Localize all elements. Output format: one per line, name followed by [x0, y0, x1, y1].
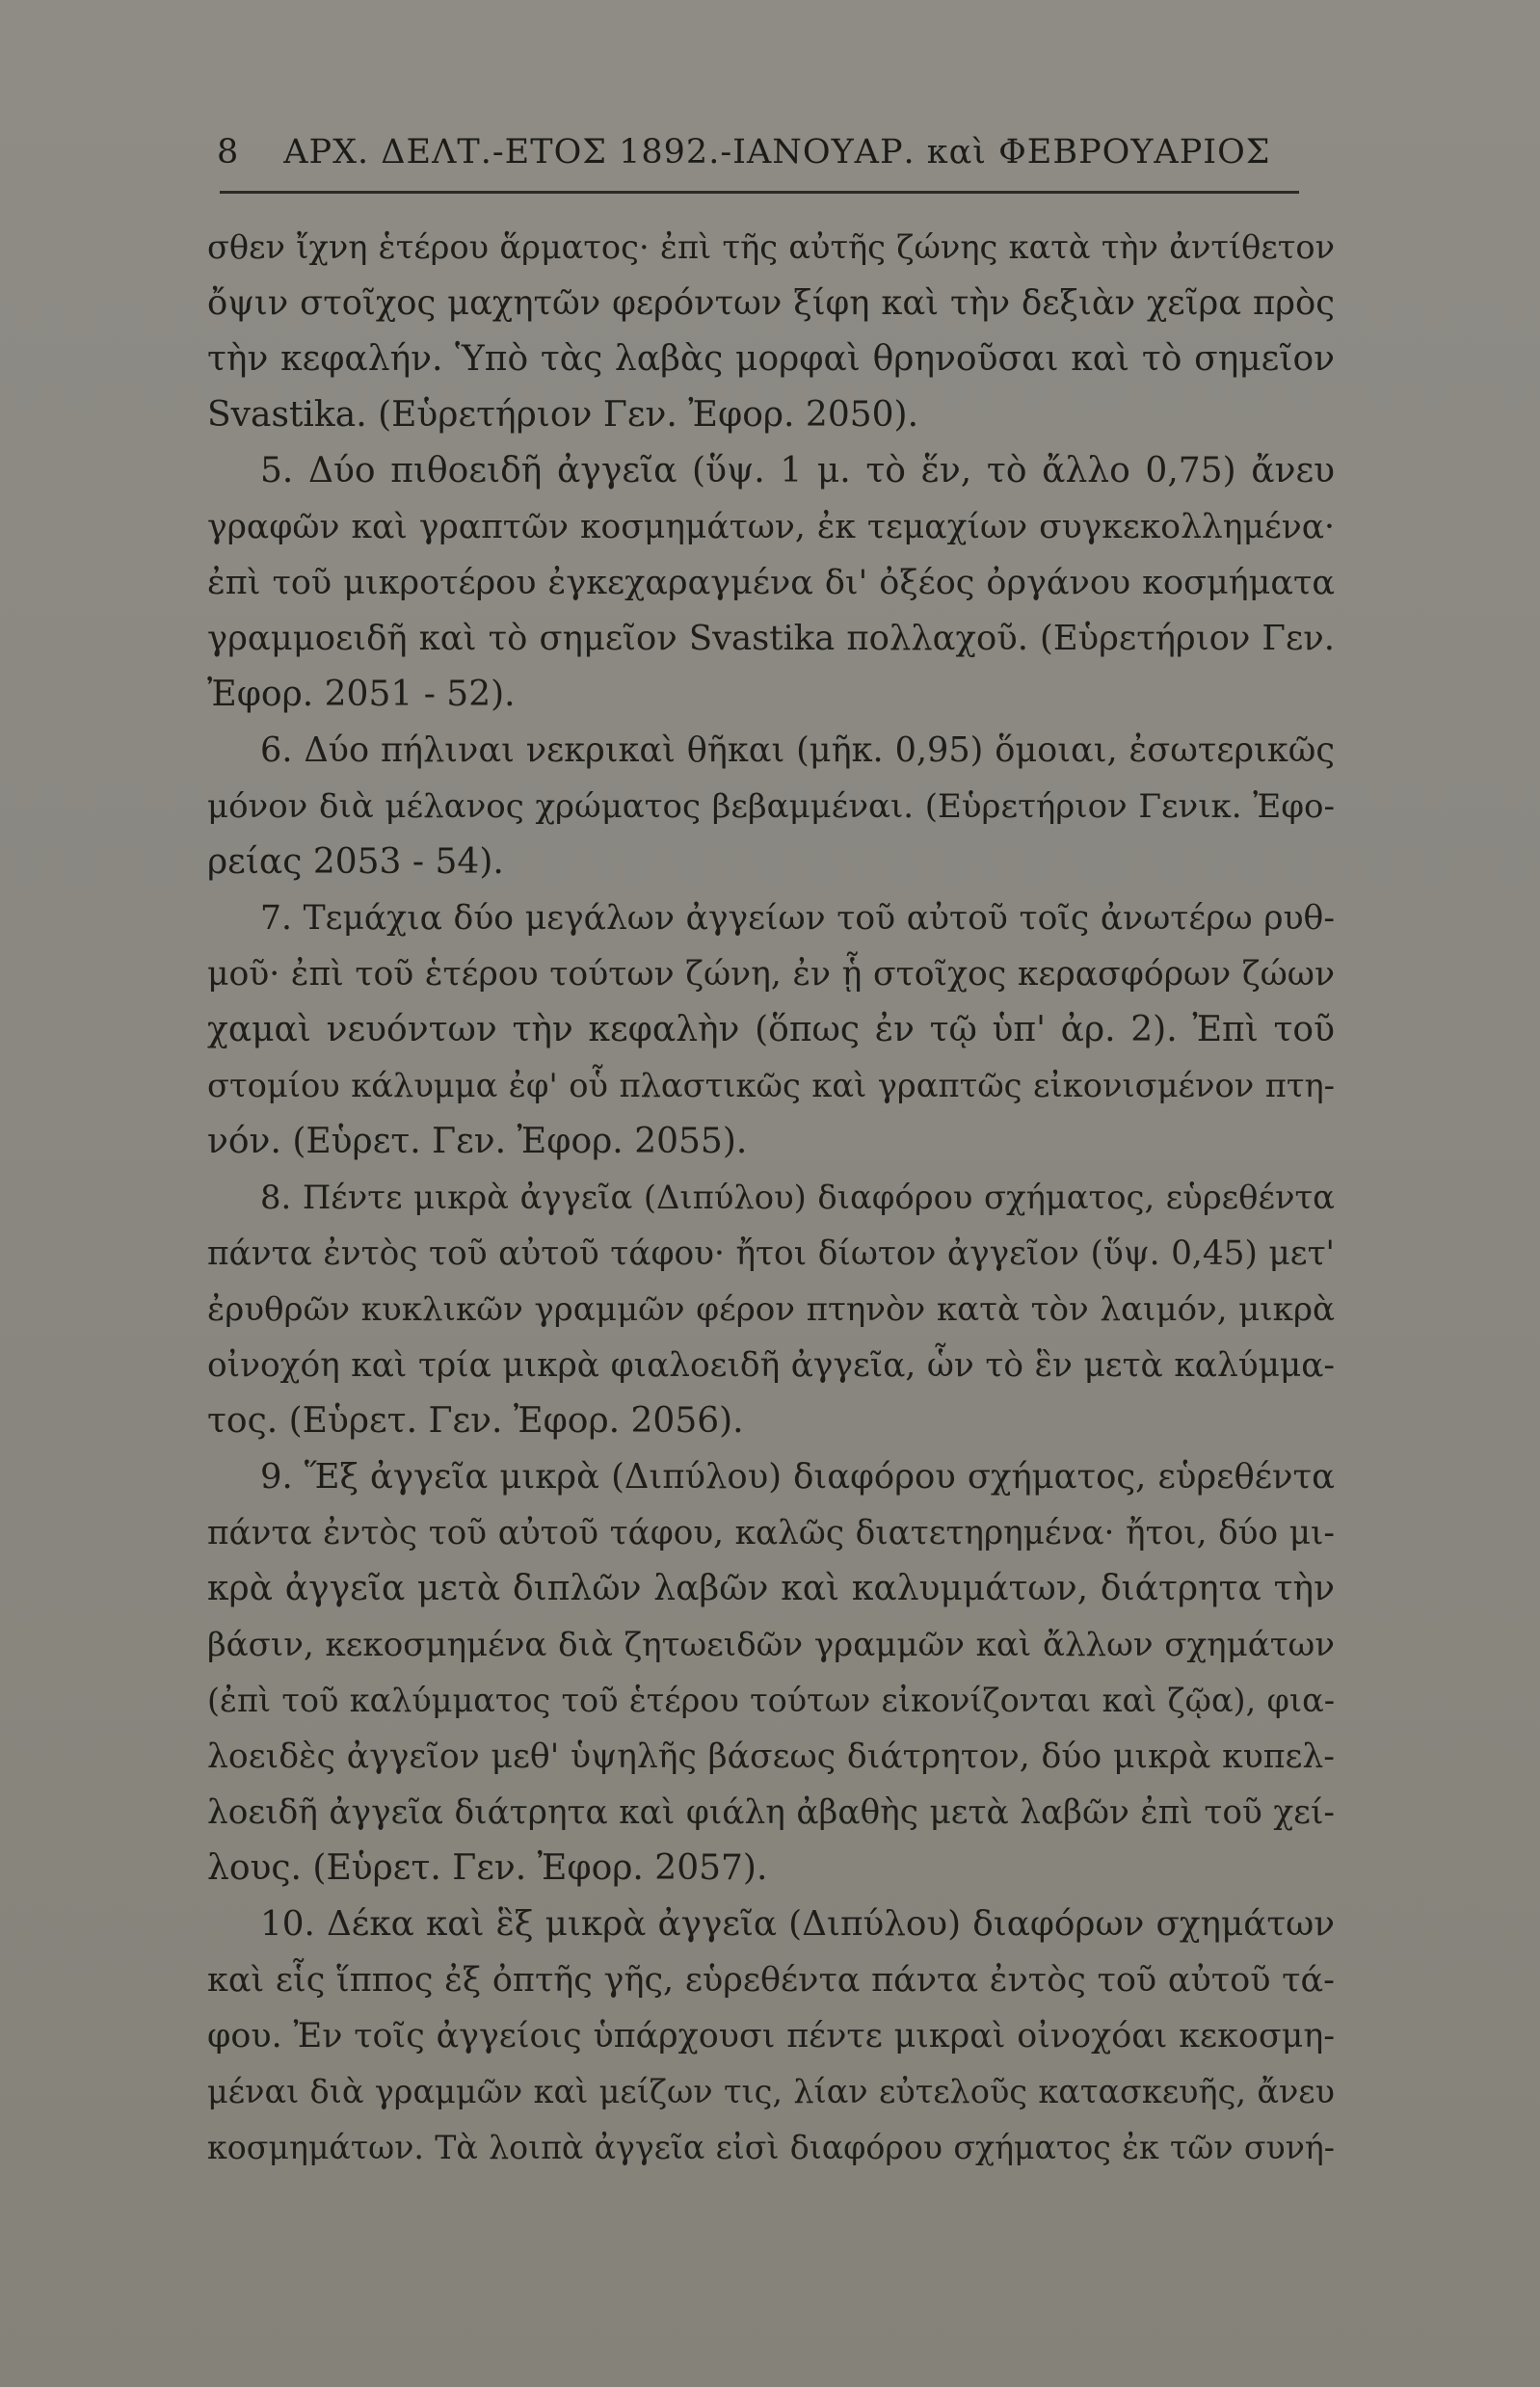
running-title: ΑΡΧ. ΔΕΛΤ.-ΕΤΟΣ 1892.-ΙΑΝΟΥΑΡ. καὶ ΦΕΒΡΟΥΑΡΙΟΣ [283, 133, 1271, 172]
text-line: μόνον διὰ μέλανος χρώματος βεβαμμέναι. (Εὑρετήριον Γενικ. Ἐφο- [207, 787, 1335, 826]
body-text [207, 220, 1335, 2176]
text-line: στομίου κάλυμμα ἐφ' οὗ πλαστικῶς καὶ γραπτῶς εἰκονισμένον πτη- [207, 1067, 1335, 1104]
text-line: τος. (Εὑρετ. Γεν. Ἐφορ. 2056). [207, 1401, 744, 1441]
text-line: 9. Ἕξ ἀγγεῖα μικρὰ (Διπύλου) διαφόρου σχήματος, εὑρεθέντα [260, 1457, 1335, 1497]
text-line: βάσιν, κεκοσμημένα διὰ ζητωειδῶν γραμμῶν καὶ ἄλλων σχημάτων [207, 1626, 1335, 1664]
text-line: χαμαὶ νευόντων τὴν κεφαλὴν (ὅπως ἐν τῷ ὑπ' ἀρ. 2). Ἐπὶ τοῦ [207, 1010, 1335, 1049]
text-line: οἰνοχόη καὶ τρία μικρὰ φιαλοειδῆ ἀγγεῖα, ὧν τὸ ἓν μετὰ καλύμμα- [207, 1346, 1335, 1385]
text-line: πάντα ἐντὸς τοῦ αὐτοῦ τάφου, καλῶς διατετηρημένα· ἤτοι, δύο μι- [207, 1514, 1335, 1552]
text-line: ἐπὶ τοῦ μικροτέρου ἐγκεχαραγμένα δι' ὀξέος ὀργάνου κοσμήματα [207, 564, 1335, 602]
text-line: ὄψιν στοῖχος μαχητῶν φερόντων ξίφη καὶ τὴν δεξιὰν χεῖρα πρὸς [207, 283, 1335, 323]
text-line: 6. Δύο πήλιναι νεκρικαὶ θῆκαι (μῆκ. 0,95) ὅμοιαι, ἐσωτερικῶς [260, 730, 1335, 770]
text-line: λους. (Εὑρετ. Γεν. Ἐφορ. 2057). [207, 1848, 768, 1888]
text-line: σθεν ἴχνη ἑτέρου ἅρματος· ἐπὶ τῆς αὐτῆς ζώνης κατὰ τὴν ἀντίθετον [207, 228, 1335, 266]
text-line: λοειδὲς ἀγγεῖον μεθ' ὑψηλῆς βάσεως διάτρητον, δύο μικρὰ κυπελ- [207, 1737, 1335, 1776]
text-line: νόν. (Εὑρετ. Γεν. Ἐφορ. 2055). [207, 1122, 748, 1161]
text-line: ρείας 2053 - 54). [207, 842, 504, 882]
text-line: καὶ εἷς ἵππος ἐξ ὀπτῆς γῆς, εὑρεθέντα πάντα ἐντὸς τοῦ αὐτοῦ τά- [207, 1961, 1335, 2000]
text-line: 5. Δύο πιθοειδῆ ἀγγεῖα (ὕψ. 1 μ. τὸ ἕν, τὸ ἄλλο 0,75) ἄνευ [260, 451, 1335, 491]
text-line: γραμμοειδῆ καὶ τὸ σημεῖον Svastika πολλαχοῦ. (Εὑρετήριον Γεν. [207, 619, 1335, 658]
text-line: κοσμημάτων. Τὰ λοιπὰ ἀγγεῖα εἰσὶ διαφόρου σχήματος ἐκ τῶν συνή- [207, 2129, 1335, 2166]
text-line: πάντα ἐντὸς τοῦ αὐτοῦ τάφου· ἤτοι δίωτον ἀγγεῖον (ὕψ. 0,45) μετ' [207, 1234, 1335, 1273]
text-line: 8. Πέντε μικρὰ ἀγγεῖα (Διπύλου) διαφόρου σχήματος, εὑρεθέντα [260, 1179, 1335, 1216]
page-number: 8 [217, 133, 240, 172]
text-line: 7. Τεμάχια δύο μεγάλων ἀγγείων τοῦ αὐτοῦ τοῖς ἀνωτέρω ρυθ- [260, 899, 1335, 938]
text-line: (ἐπὶ τοῦ καλύμματος τοῦ ἑτέρου τούτων εἰκονίζονται καὶ ζῷα), φια- [207, 1682, 1335, 1719]
text-line: ἐρυθρῶν κυκλικῶν γραμμῶν φέρον πτηνὸν κατὰ τὸν λαιμόν, μικρὰ [207, 1290, 1335, 1329]
text-line: Svastika. (Εὑρετήριον Γεν. Ἐφορ. 2050). [207, 395, 919, 435]
text-line: κρὰ ἀγγεῖα μετὰ διπλῶν λαβῶν καὶ καλυμμάτων, διάτρητα τὴν [207, 1569, 1335, 1608]
text-line: Ἐφορ. 2051 - 52). [207, 675, 516, 714]
text-line: 10. Δέκα καὶ ἓξ μικρὰ ἀγγεῖα (Διπύλου) διαφόρων σχημάτων [260, 1904, 1335, 1944]
header-rule [220, 191, 1299, 194]
text-line: φου. Ἐν τοῖς ἀγγείοις ὑπάρχουσι πέντε μικραὶ οἰνοχόαι κεκοσμη- [207, 2017, 1335, 2055]
running-header [217, 133, 1306, 172]
text-line: λοειδῆ ἀγγεῖα διάτρητα καὶ φιάλη ἀβαθὴς μετὰ λαβῶν ἐπὶ τοῦ χεί- [207, 1793, 1335, 1832]
text-line: τὴν κεφαλήν. Ὑπὸ τὰς λαβὰς μορφαὶ θρηνοῦσαι καὶ τὸ σημεῖον [207, 339, 1335, 379]
text-line: μέναι διὰ γραμμῶν καὶ μείζων τις, λίαν εὐτελοῦς κατασκευῆς, ἄνευ [207, 2073, 1335, 2110]
text-line: μοῦ· ἐπὶ τοῦ ἑτέρου τούτων ζώνη, ἐν ᾗ στοῖχος κερασφόρων ζώων [207, 955, 1335, 994]
text-line: γραφῶν καὶ γραπτῶν κοσμημάτων, ἐκ τεμαχίων συγκεκολλημένα· [207, 508, 1335, 546]
